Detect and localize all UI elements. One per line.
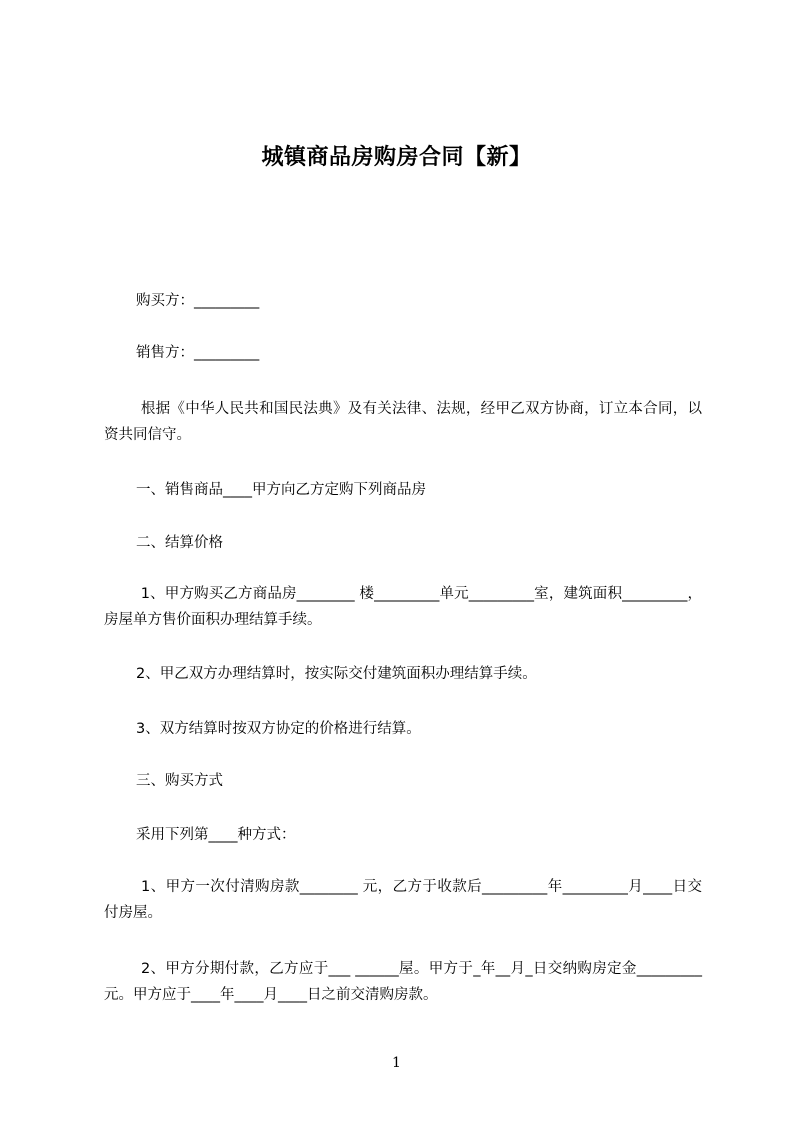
clause-2-3: 3、双方结算时按双方协定的价格进行结算。	[136, 721, 421, 737]
clause-3-1: 1、甲方一次付清购房款________ 元，乙方于收款后_________年_________月____日交付房屋。	[104, 879, 703, 921]
seller-line: 销售方：_________	[136, 345, 260, 361]
document-title: 城镇商品房购房合同【新】	[261, 145, 532, 170]
page-number: 1	[392, 1055, 401, 1071]
clause-3-2: 2、甲方分期付款，乙方应于___ ______屋。甲方于_年__月_日交纳购房定金_________元。甲方应于____年____月____日之前交清购房款。	[104, 961, 702, 1003]
section-three-heading: 三、购买方式	[136, 773, 223, 789]
section-one-heading: 一、销售商品____甲方向乙方定购下列商品房	[136, 482, 426, 498]
preamble-paragraph: 根据《中华人民共和国民法典》及有关法律、法规，经甲乙双方协商，订立本合同，以资共同信守。	[104, 401, 703, 443]
buyer-line: 购买方：_________	[136, 293, 260, 309]
section-two-heading: 二、结算价格	[136, 535, 223, 551]
clause-2-1: 1、甲方购买乙方商品房________ 楼_________单元_________室，建筑面积_________，房屋单方售价面积办理结算手续。	[104, 586, 702, 628]
clause-2-2: 2、甲乙双方办理结算时，按实际交付建筑面积办理结算手续。	[136, 666, 537, 682]
payment-method-line: 采用下列第____种方式：	[136, 827, 296, 843]
